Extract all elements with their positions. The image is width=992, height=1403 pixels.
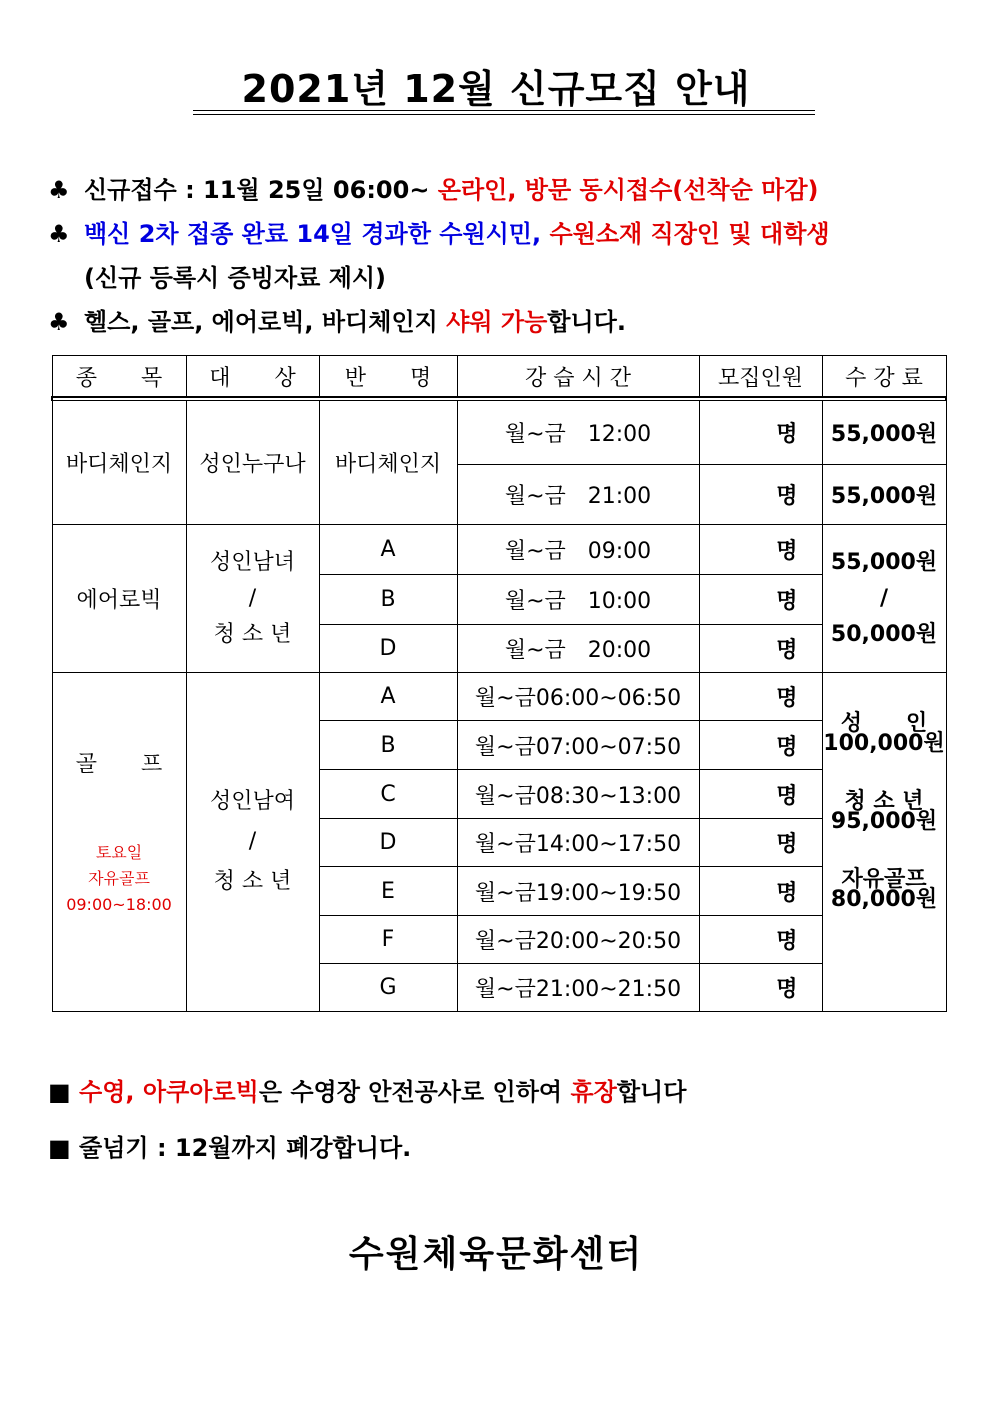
capacity-cell: 명 — [699, 867, 822, 916]
class-cell: B — [319, 575, 457, 625]
fee-label: 자유골프 — [841, 867, 927, 892]
title-underline — [193, 110, 815, 115]
notice-swim-suffix: 합니다 — [616, 1078, 687, 1106]
club-icon: ♣ — [48, 308, 70, 336]
golf-label: 골 프 — [75, 751, 163, 777]
fee-line: 50,000원 — [830, 621, 938, 647]
target-line: / — [248, 585, 257, 611]
program-body-change: 바디체인지 — [52, 401, 186, 525]
fee-label: 성 인 — [840, 711, 928, 736]
saturday-free-golf — [53, 840, 186, 918]
target-line: 성인남여 — [209, 789, 295, 814]
header-program: 종 목 — [52, 356, 186, 398]
capacity-cell: 명 — [699, 916, 822, 964]
info-bullets — [48, 168, 948, 344]
sat-line: 09:00~18:00 — [66, 894, 172, 914]
square-icon: ■ — [48, 1078, 71, 1106]
capacity-cell: 명 — [699, 525, 822, 575]
class-cell: B — [319, 721, 457, 770]
eligibility-vaccine: 백신 2차 접종 완료 14일 경과한 수원시민, — [84, 220, 550, 248]
class-cell: C — [319, 770, 457, 819]
class-cell: E — [319, 867, 457, 916]
schedule-table — [51, 355, 947, 1012]
capacity-cell: 명 — [699, 721, 822, 770]
time-cell: 월~금14:00~17:50 — [457, 819, 699, 867]
class-cell: G — [319, 964, 457, 1012]
notice-swim-programs: 수영, 아쿠아로빅 — [79, 1078, 259, 1106]
organization-name: 수원체육문화센터 — [348, 1234, 644, 1275]
sat-line: 자유골프 — [88, 868, 150, 888]
notice-jumprope — [48, 1120, 686, 1176]
bullet-shower — [48, 300, 948, 344]
fee-cell: 55,000원 — [822, 465, 946, 525]
time-cell: 월~금 20:00 — [457, 625, 699, 673]
class-cell: F — [319, 916, 457, 964]
registration-text: 신규접수 : 11월 25일 06:00~ — [84, 176, 438, 204]
fee-value: 95,000원 — [830, 809, 938, 834]
square-icon: ■ — [48, 1134, 71, 1162]
target-body-change: 성인누구나 — [186, 401, 319, 525]
program-golf — [52, 673, 186, 1012]
shower-suffix: 합니다. — [547, 308, 626, 336]
capacity-cell: 명 — [699, 673, 822, 721]
target-golf — [186, 673, 319, 1012]
time-cell: 월~금20:00~20:50 — [457, 916, 699, 964]
table-row — [52, 401, 946, 465]
capacity-cell: 명 — [699, 819, 822, 867]
capacity-cell: 명 — [699, 770, 822, 819]
time-cell: 월~금 10:00 — [457, 575, 699, 625]
fee-value: 80,000원 — [830, 887, 938, 912]
fee-cell: 55,000원 — [822, 401, 946, 465]
page-title: 2021년 12월 신규모집 안내 — [241, 67, 751, 111]
fee-aerobic — [822, 525, 946, 673]
capacity-cell: 명 — [699, 964, 822, 1012]
header-class: 반 명 — [319, 356, 457, 398]
target-aerobic — [186, 525, 319, 673]
fee-line: 55,000원 — [830, 549, 938, 575]
capacity-cell: 명 — [699, 465, 822, 525]
header-time: 강 습 시 간 — [457, 356, 699, 398]
shower-programs: 헬스, 골프, 에어로빅, 바디체인지 — [84, 308, 447, 336]
class-body-change: 바디체인지 — [319, 401, 457, 525]
bullet-eligibility — [48, 212, 948, 256]
class-cell: A — [319, 525, 457, 575]
target-line: 청 소 년 — [213, 621, 292, 647]
registration-method: 온라인, 방문 동시접수(선착순 마감) — [437, 176, 819, 204]
time-cell: 월~금08:30~13:00 — [457, 770, 699, 819]
notice-swim-closed: 휴장 — [570, 1078, 617, 1106]
fee-line: / — [879, 585, 889, 611]
capacity-cell: 명 — [699, 575, 822, 625]
table-row — [52, 525, 946, 575]
fee-value: 100,000원 — [823, 731, 945, 756]
target-line: / — [248, 829, 257, 854]
bullet-registration — [48, 168, 948, 212]
eligibility-workers: 수원소재 직장인 및 대학생 — [549, 220, 830, 248]
time-cell: 월~금07:00~07:50 — [457, 721, 699, 770]
table-row — [52, 673, 946, 721]
header-target: 대 상 — [186, 356, 319, 398]
time-cell: 월~금 21:00 — [457, 465, 699, 525]
header-capacity: 모집인원 — [699, 356, 822, 398]
program-aerobic: 에어로빅 — [52, 525, 186, 673]
target-line: 청 소 년 — [213, 869, 292, 894]
header-fee: 수 강 료 — [822, 356, 946, 398]
table-header-row — [52, 356, 946, 398]
time-cell: 월~금 12:00 — [457, 401, 699, 465]
target-line: 성인남녀 — [209, 549, 295, 575]
capacity-cell: 명 — [699, 625, 822, 673]
fee-label: 청 소 년 — [844, 789, 924, 814]
notice-swimming-closed — [48, 1064, 686, 1120]
notices — [48, 1064, 686, 1176]
shower-available: 샤워 가능 — [446, 308, 548, 336]
class-cell: D — [319, 819, 457, 867]
club-icon: ♣ — [48, 220, 70, 248]
eligibility-proof: (신규 등록시 증빙자료 제시) — [84, 264, 387, 292]
class-cell: A — [319, 673, 457, 721]
club-icon: ♣ — [48, 176, 70, 204]
capacity-cell: 명 — [699, 401, 822, 465]
notice-jumprope-text: 줄넘기 : 12월까지 폐강합니다. — [79, 1134, 412, 1162]
time-cell: 월~금06:00~06:50 — [457, 673, 699, 721]
notice-swim-reason: 은 수영장 안전공사로 인하여 — [258, 1078, 571, 1106]
time-cell: 월~금 09:00 — [457, 525, 699, 575]
sat-line: 토요일 — [95, 842, 143, 862]
class-cell: D — [319, 625, 457, 673]
time-cell: 월~금21:00~21:50 — [457, 964, 699, 1012]
time-cell: 월~금19:00~19:50 — [457, 867, 699, 916]
fee-golf — [822, 673, 946, 1012]
